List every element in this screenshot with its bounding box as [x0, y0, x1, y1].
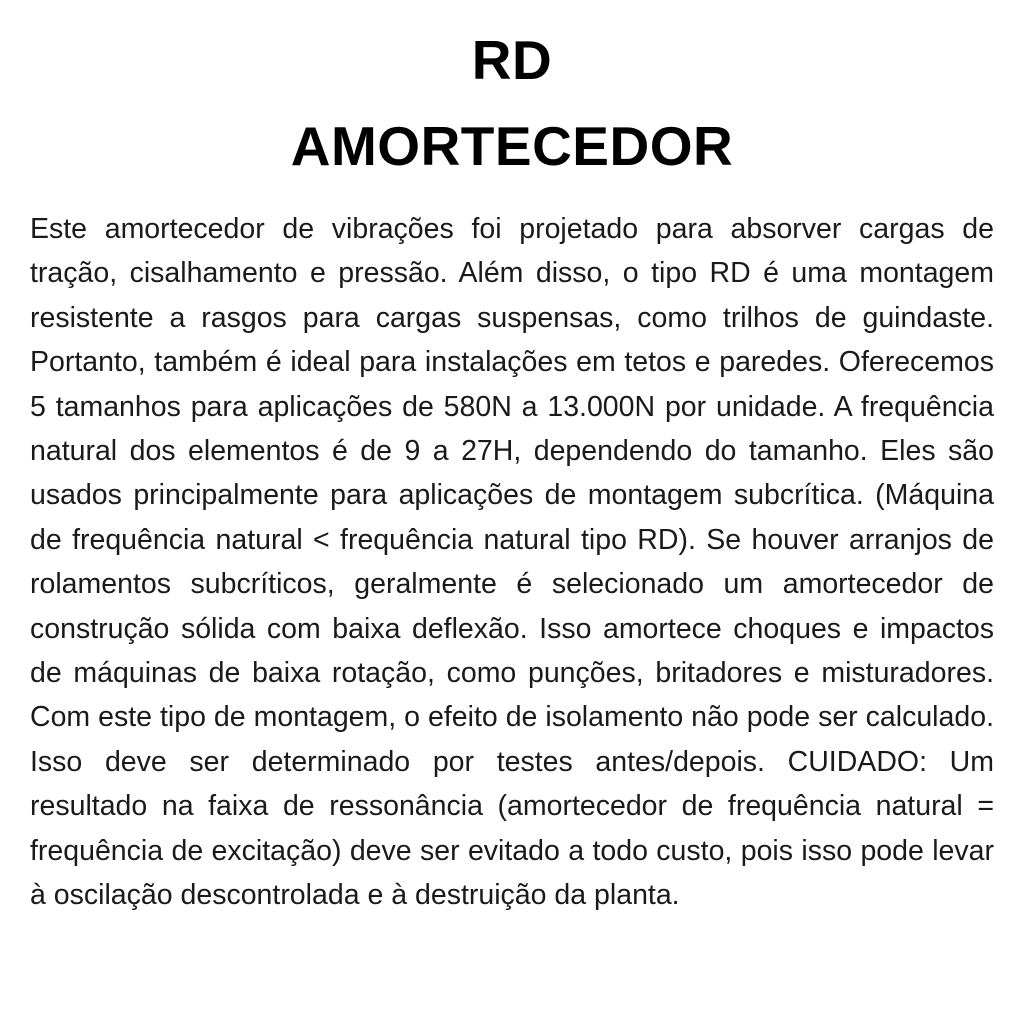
- page-title-model: RD: [471, 29, 553, 91]
- description-paragraph: Este amortecedor de vibrações foi projetado para absorver cargas de tração, cisalhamento e pressão. Além disso, o tipo RD é uma montagem resistente a rasgos para cargas suspensas, como trilhos de guindaste. Portanto, também é ideal para instalações em tetos e paredes. Oferecemos 5 tamanhos para aplicações de 580N a 13.000N por unidade. A frequência natural dos elementos é de 9 a 27H, dependendo do tamanho. Eles são usados principalmente para aplicações de montagem subcrítica. (Máquina de frequência natural < frequência natural tipo RD). Se houver arranjos de rolamentos subcríticos, geralmente é selecionado um amortecedor de construção sólida com baixa deflexão. Isso amortece choques e impactos de máquinas de baixa rotação, como punções, britadores e misturadores. Com este tipo de montagem, o efeito de isolamento não pode ser calculado. Isso deve ser determinado por testes antes/depois. CUIDADO: Um resultado na faixa de ressonância (amortecedor de frequência natural = frequência de excitação) deve ser evitado a todo custo, pois isso pode levar à oscilação descontrolada e à destruição da planta.: [30, 213, 994, 912]
- page-title-product: AMORTECEDOR: [290, 115, 734, 177]
